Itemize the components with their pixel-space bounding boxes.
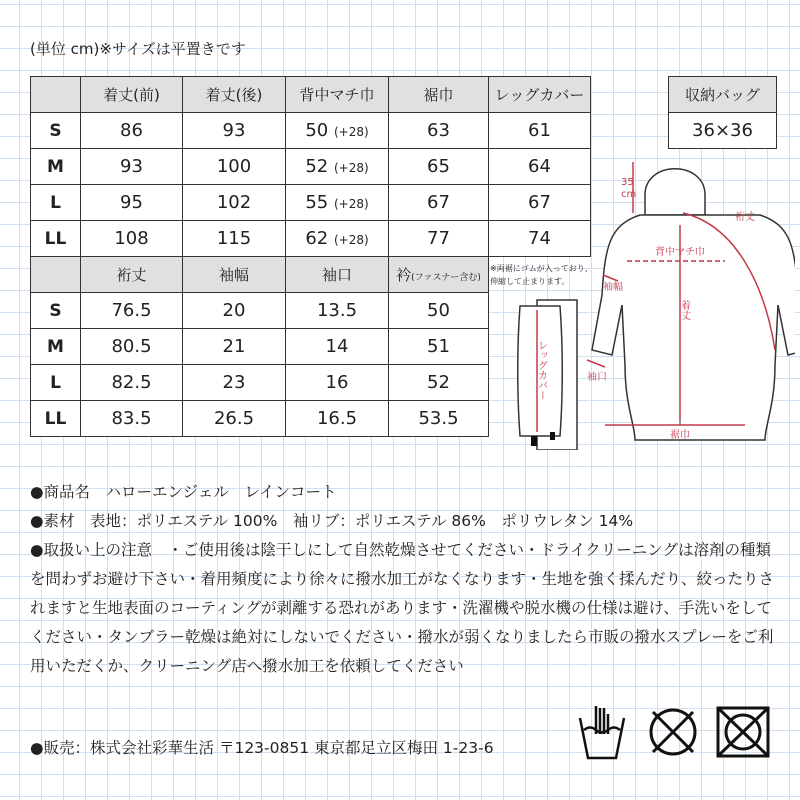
coat-illustration [585, 155, 795, 445]
cell [286, 113, 389, 149]
product-info [30, 478, 780, 681]
bag-size: 36×36 [669, 113, 777, 149]
cell: 61 [489, 113, 591, 149]
product-name: ●商品名 ハローエンジェル レインコート [30, 483, 337, 501]
gusset-add: (+28) [333, 161, 369, 175]
cell: 95 [81, 185, 183, 221]
cell: 115 [183, 221, 286, 257]
header [389, 257, 489, 293]
header: 裾巾 [389, 77, 489, 113]
size: S [31, 113, 81, 149]
cell: 80.5 [81, 329, 183, 365]
cell [286, 149, 389, 185]
blank-cell [31, 77, 81, 113]
cell: 63 [389, 113, 489, 149]
table-row [31, 113, 591, 149]
size: LL [31, 221, 81, 257]
unit-note: (単位 cm)※サイズは平置きです [30, 40, 246, 58]
header: 袖幅 [183, 257, 286, 293]
cell: 93 [183, 113, 286, 149]
cell: 76.5 [81, 293, 183, 329]
cell: 65 [389, 149, 489, 185]
size: L [31, 185, 81, 221]
material: ●素材 表地：ポリエステル 100% 袖リブ：ポリエステル 86% ポリウレタン 14% [30, 512, 634, 530]
no-tumble-dry-icon [718, 708, 768, 756]
cell: 53.5 [389, 401, 489, 437]
cell: 82.5 [81, 365, 183, 401]
cell: 16.5 [286, 401, 389, 437]
table-row [31, 185, 591, 221]
leg-note: ※両裾にゴムが入っており、伸縮して止まります。 [490, 264, 593, 286]
header: レッグカバー [489, 77, 591, 113]
hood-unit: cm [621, 189, 637, 200]
gusset-add: (+28) [333, 233, 369, 247]
care-notes: ●取扱い上の注意 ・ご使用後は陰干しにして自然乾燥させてください・ドライクリーニングは溶剤の種類を問わずお避け下さい・着用頻度により徐々に撥水加工がなくなります・生地を強く揉んだり、絞ったりされますと生地表面のコーティングが剥離する恐れがあります・洗濯機や脱水機の仕様は避け、手洗いをしてください・タンブラー乾燥は絶対にしないでください・撥水が弱くなりましたら市販の撥水スプレーをご利用いただくか、クリーニング店へ撥水加工を依頼してください [30, 541, 775, 675]
hand-wash-icon [580, 706, 624, 758]
header: 裄丈 [81, 257, 183, 293]
care-icons [578, 704, 778, 764]
cell: 67 [489, 185, 591, 221]
back-label: 背中マチ巾 [655, 247, 705, 258]
blank-cell [31, 257, 81, 293]
value: 55 [305, 192, 329, 213]
cell: 86 [81, 113, 183, 149]
cell [286, 221, 389, 257]
cell: 64 [489, 149, 591, 185]
table-row [31, 329, 489, 365]
cell: 93 [81, 149, 183, 185]
cell: 51 [389, 329, 489, 365]
length-label: 着丈 [678, 300, 690, 320]
header-text: 衿 [396, 266, 412, 284]
no-bleach-icon [651, 710, 695, 754]
gusset-add: (+28) [333, 125, 369, 139]
size: M [31, 329, 81, 365]
cell: 52 [389, 365, 489, 401]
cell: 67 [389, 185, 489, 221]
hem-label: 裾巾 [670, 430, 690, 441]
cell: 100 [183, 149, 286, 185]
size: L [31, 365, 81, 401]
seller: ●販売：株式会社彩華生活 〒123-0851 東京都足立区梅田 1-23-6 [30, 739, 494, 757]
table-row [31, 149, 591, 185]
header: 袖口 [286, 257, 389, 293]
size-table-1 [30, 76, 591, 257]
cell: 23 [183, 365, 286, 401]
value: 52 [305, 156, 329, 177]
header-note: (ファスナー含む) [411, 273, 481, 283]
leg-label: レッグカバー [535, 340, 547, 400]
table-row [31, 221, 591, 257]
header: 背中マチ巾 [286, 77, 389, 113]
cell: 50 [389, 293, 489, 329]
cell: 21 [183, 329, 286, 365]
size: LL [31, 401, 81, 437]
bag-table [668, 76, 777, 149]
cell: 16 [286, 365, 389, 401]
cell: 74 [489, 221, 591, 257]
cell: 14 [286, 329, 389, 365]
cuff-label: 袖口 [587, 372, 607, 383]
value: 50 [305, 120, 329, 141]
table-row [31, 401, 489, 437]
cell: 13.5 [286, 293, 389, 329]
value: 62 [305, 228, 329, 249]
cell: 20 [183, 293, 286, 329]
hood-label: 35 [621, 177, 634, 188]
cell: 102 [183, 185, 286, 221]
cell: 26.5 [183, 401, 286, 437]
header: 着丈(後) [183, 77, 286, 113]
cell: 83.5 [81, 401, 183, 437]
header: 着丈(前) [81, 77, 183, 113]
size-table-2 [30, 256, 489, 437]
size: S [31, 293, 81, 329]
table-row [31, 365, 489, 401]
size: M [31, 149, 81, 185]
cell: 108 [81, 221, 183, 257]
yuki-label: 裄丈 [735, 212, 755, 223]
cell: 77 [389, 221, 489, 257]
bag-header: 収納バッグ [669, 77, 777, 113]
leg-cover-illustration [505, 290, 585, 450]
gusset-add: (+28) [333, 197, 369, 211]
sleeve-width-label: 袖幅 [603, 282, 623, 293]
table-row [31, 293, 489, 329]
cell [286, 185, 389, 221]
